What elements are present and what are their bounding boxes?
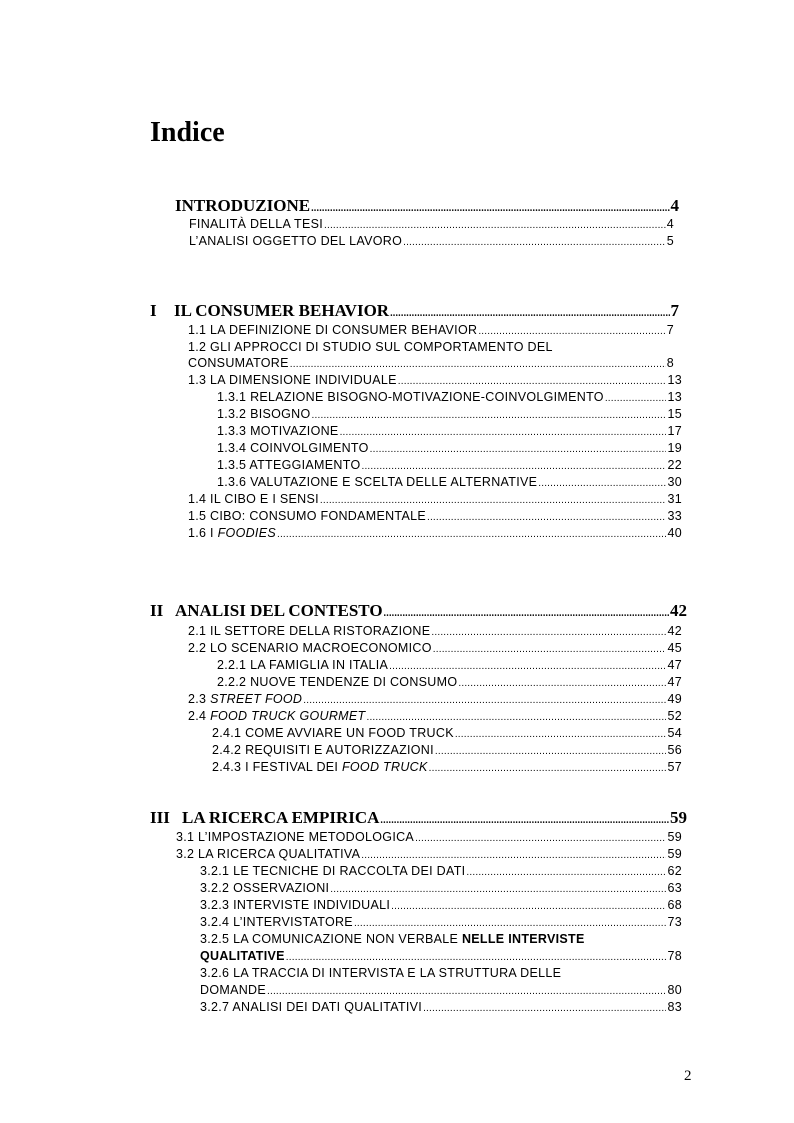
dot-leader bbox=[303, 693, 666, 709]
dot-leader bbox=[433, 642, 667, 658]
toc-entry-1-1[interactable] bbox=[188, 322, 674, 340]
toc-entry-page: 83 bbox=[667, 1000, 682, 1014]
toc-entry-page: 13 bbox=[667, 390, 682, 404]
toc-entry-page: 30 bbox=[667, 475, 682, 489]
toc-entry-3-2-5-line2[interactable] bbox=[200, 948, 682, 966]
toc-entry-label: L’ANALISI OGGETTO DEL LAVORO bbox=[189, 234, 403, 248]
toc-entry-label: 3.2.5 LA COMUNICAZIONE NON VERBALE bbox=[200, 932, 459, 946]
toc-chapter-1[interactable] bbox=[150, 301, 679, 324]
toc-entry-3-2[interactable] bbox=[176, 846, 682, 864]
toc-entry-1-3-2[interactable] bbox=[217, 406, 682, 424]
dot-leader bbox=[267, 984, 666, 1000]
dot-leader bbox=[398, 374, 667, 390]
toc-entry-label: 2.4 bbox=[188, 709, 207, 723]
toc-entry-page: 56 bbox=[667, 743, 682, 757]
dot-leader bbox=[415, 831, 666, 847]
dot-leader bbox=[391, 899, 666, 915]
toc-entry-label: 1.3.2 BISOGNO bbox=[217, 407, 311, 421]
toc-entry-1-2-line2[interactable] bbox=[188, 355, 674, 373]
toc-entry-1-2-line1[interactable] bbox=[188, 339, 674, 355]
toc-entry-label: 3.2.2 OSSERVAZIONI bbox=[200, 881, 330, 895]
toc-entry-page: 80 bbox=[667, 983, 682, 997]
dot-leader bbox=[320, 493, 667, 509]
toc-entry-label-italic: FOODIES bbox=[217, 526, 276, 540]
toc-entry-page: 62 bbox=[667, 864, 682, 878]
dot-leader bbox=[423, 1001, 666, 1017]
dot-leader bbox=[605, 391, 667, 407]
toc-entry-label: 3.2.4 L’INTERVISTATORE bbox=[200, 915, 353, 929]
toc-entry-label: 1.5 CIBO: CONSUMO FONDAMENTALE bbox=[188, 509, 426, 523]
toc-entry-page: 54 bbox=[667, 726, 682, 740]
toc-entry-page: 7 bbox=[670, 301, 679, 320]
toc-entry-page: 5 bbox=[666, 234, 674, 248]
toc-entry-page: 57 bbox=[667, 760, 682, 774]
chapter-number: I bbox=[150, 301, 157, 320]
dot-leader bbox=[312, 408, 667, 424]
toc-entry-label: 3.2.7 ANALISI DEI DATI QUALITATIVI bbox=[200, 1000, 423, 1014]
toc-entry-page: 59 bbox=[667, 847, 682, 861]
toc-entry-page: 78 bbox=[667, 949, 682, 963]
toc-entry-page: 59 bbox=[667, 830, 682, 844]
dot-leader bbox=[429, 761, 667, 777]
toc-entry-label: FINALITÀ DELLA TESI bbox=[189, 217, 323, 231]
toc-entry-page: 52 bbox=[667, 709, 682, 723]
toc-entry-label: LA RICERCA EMPIRICA bbox=[182, 808, 380, 827]
toc-entry-label: 1.4 IL CIBO E I SENSI bbox=[188, 492, 319, 506]
toc-chapter-2[interactable] bbox=[150, 601, 687, 624]
toc-entry-2-2[interactable] bbox=[188, 640, 682, 658]
toc-entry-page: 19 bbox=[667, 441, 682, 455]
dot-leader bbox=[389, 659, 666, 675]
dot-leader bbox=[324, 218, 666, 234]
toc-entry-label: 3.2.1 LE TECNICHE DI RACCOLTA DEI DATI bbox=[200, 864, 466, 878]
toc-entry-1-6[interactable] bbox=[188, 525, 682, 543]
dot-leader bbox=[427, 510, 667, 526]
toc-entry-2-2-1[interactable] bbox=[217, 657, 682, 675]
dot-leader bbox=[370, 442, 667, 458]
toc-entry-1-3[interactable] bbox=[188, 372, 682, 390]
toc-entry-page: 73 bbox=[667, 915, 682, 929]
toc-entry-label: 2.2 LO SCENARIO MACROECONOMICO bbox=[188, 641, 432, 655]
toc-entry-1-3-6[interactable] bbox=[217, 474, 682, 492]
dot-leader bbox=[330, 882, 666, 898]
toc-entry-page: 4 bbox=[666, 217, 674, 231]
toc-entry-finalita[interactable] bbox=[189, 216, 674, 234]
toc-entry-page: 49 bbox=[667, 692, 682, 706]
toc-entry-page: 31 bbox=[667, 492, 682, 506]
toc-entry-label: 1.3.1 RELAZIONE BISOGNO-MOTIVAZIONE-COINVOLGIMENTO bbox=[217, 390, 604, 404]
toc-entry-label: DOMANDE bbox=[200, 983, 266, 997]
toc-entry-page: 47 bbox=[667, 675, 682, 689]
dot-leader bbox=[290, 357, 666, 373]
toc-entry-label: ANALISI DEL CONTESTO bbox=[175, 601, 383, 620]
toc-entry-2-1[interactable] bbox=[188, 623, 682, 641]
toc-entry-label: 1.3 LA DIMENSIONE INDIVIDUALE bbox=[188, 373, 397, 387]
toc-entry-label: 3.2.6 LA TRACCIA DI INTERVISTA E LA STRUTTURA DELLE bbox=[200, 966, 562, 980]
toc-entry-label: 3.1 L’IMPOSTAZIONE METODOLOGICA bbox=[176, 830, 415, 844]
toc-entry-3-2-5-line1[interactable] bbox=[200, 931, 682, 947]
toc-entry-label: QUALITATIVE bbox=[200, 949, 285, 963]
dot-leader bbox=[403, 235, 666, 251]
dot-leader bbox=[277, 527, 667, 543]
toc-entry-label: 1.2 GLI APPROCCI DI STUDIO SUL COMPORTAMENTO DEL bbox=[188, 340, 553, 354]
toc-entry-label: 1.3.4 COINVOLGIMENTO bbox=[217, 441, 369, 455]
toc-entry-3-1[interactable] bbox=[176, 829, 682, 847]
dot-leader bbox=[354, 916, 667, 932]
toc-entry-page: 7 bbox=[666, 323, 674, 337]
toc-entry-3-2-4[interactable] bbox=[200, 914, 682, 932]
toc-entry-3-2-3[interactable] bbox=[200, 897, 682, 915]
dot-leader bbox=[380, 811, 669, 831]
toc-entry-label: 2.2.2 NUOVE TENDENZE DI CONSUMO bbox=[217, 675, 458, 689]
toc-entry-1-3-4[interactable] bbox=[217, 440, 682, 458]
dot-leader bbox=[361, 459, 666, 475]
toc-entry-page: 13 bbox=[667, 373, 682, 387]
toc-entry-3-2-7[interactable] bbox=[200, 999, 682, 1017]
toc-entry-page: 17 bbox=[667, 424, 682, 438]
toc-chapter-3[interactable] bbox=[150, 808, 687, 831]
toc-entry-label: 2.3 bbox=[188, 692, 207, 706]
toc-entry-page: 22 bbox=[667, 458, 682, 472]
toc-entry-label-italic: FOOD TRUCK bbox=[341, 760, 428, 774]
toc-entry-label-italic: FOOD TRUCK GOURMET bbox=[210, 709, 366, 723]
toc-entry-page: 63 bbox=[667, 881, 682, 895]
toc-entry-3-2-6-line2[interactable] bbox=[200, 982, 682, 1000]
toc-entry-page: 4 bbox=[670, 196, 679, 215]
dot-leader bbox=[435, 744, 667, 760]
toc-entry-2-4[interactable] bbox=[188, 708, 682, 726]
toc-entry-label: 1.3.3 MOTIVAZIONE bbox=[217, 424, 339, 438]
page-title: Indice bbox=[150, 117, 225, 148]
toc-entry-page: 40 bbox=[667, 526, 682, 540]
dot-leader bbox=[366, 710, 666, 726]
toc-entry-page: 59 bbox=[670, 808, 687, 827]
toc-entry-1-3-5[interactable] bbox=[217, 457, 682, 475]
toc-entry-page: 33 bbox=[667, 509, 682, 523]
toc-entry-label-italic: STREET FOOD bbox=[210, 692, 303, 706]
toc-entry-label: 2.4.1 COME AVVIARE UN FOOD TRUCK bbox=[212, 726, 454, 740]
dot-leader bbox=[458, 676, 666, 692]
toc-entry-page: 15 bbox=[667, 407, 682, 421]
toc-entry-label: 3.2.3 INTERVISTE INDIVIDUALI bbox=[200, 898, 391, 912]
toc-entry-label: 2.1 IL SETTORE DELLA RISTORAZIONE bbox=[188, 624, 431, 638]
toc-entry-label: CONSUMATORE bbox=[188, 356, 289, 370]
toc-entry-page: 8 bbox=[666, 356, 674, 370]
toc-entry-label: 1.6 I bbox=[188, 526, 214, 540]
toc-entry-2-4-3[interactable] bbox=[212, 759, 682, 777]
dot-leader bbox=[340, 425, 667, 441]
toc-entry-page: 68 bbox=[667, 898, 682, 912]
dot-leader bbox=[361, 848, 666, 864]
toc-entry-label: 2.2.1 LA FAMIGLIA IN ITALIA bbox=[217, 658, 389, 672]
dot-leader bbox=[390, 304, 669, 324]
toc-entry-label: 1.3.6 VALUTAZIONE E SCELTA DELLE ALTERNATIVE bbox=[217, 475, 538, 489]
toc-entry-1-3-3[interactable] bbox=[217, 423, 682, 441]
toc-entry-1-5[interactable] bbox=[188, 508, 682, 526]
toc-entry-analisi-oggetto[interactable] bbox=[189, 233, 674, 251]
toc-entry-label: 2.4.2 REQUISITI E AUTORIZZAZIONI bbox=[212, 743, 434, 757]
toc-entry-label: INTRODUZIONE bbox=[175, 196, 311, 215]
toc-entry-1-4[interactable] bbox=[188, 491, 682, 509]
toc-entry-label: 3.2 LA RICERCA QUALITATIVA bbox=[176, 847, 361, 861]
toc-entry-label: IL CONSUMER BEHAVIOR bbox=[174, 301, 390, 320]
dot-leader bbox=[431, 625, 666, 641]
dot-leader bbox=[455, 727, 667, 743]
dot-leader bbox=[478, 324, 665, 340]
toc-entry-2-3[interactable] bbox=[188, 691, 682, 709]
toc-entry-3-2-1[interactable] bbox=[200, 863, 682, 881]
toc-entry-label-bold: NELLE INTERVISTE bbox=[461, 932, 585, 946]
chapter-number: III bbox=[150, 808, 170, 827]
dot-leader bbox=[286, 950, 667, 966]
toc-entry-page: 42 bbox=[667, 624, 682, 638]
toc-entry-1-3-1[interactable] bbox=[217, 389, 682, 407]
dot-leader bbox=[384, 604, 669, 624]
toc-entry-label: 1.1 LA DEFINIZIONE DI CONSUMER BEHAVIOR bbox=[188, 323, 478, 337]
toc-entry-2-4-1[interactable] bbox=[212, 725, 682, 743]
dot-leader bbox=[466, 865, 666, 881]
chapter-number: II bbox=[150, 601, 164, 620]
toc-entry-page: 47 bbox=[667, 658, 682, 672]
toc-entry-2-4-2[interactable] bbox=[212, 742, 682, 760]
toc-entry-page: 45 bbox=[667, 641, 682, 655]
toc-entry-page: 42 bbox=[670, 601, 687, 620]
page-number: 2 bbox=[684, 1068, 692, 1084]
toc-entry-2-2-2[interactable] bbox=[217, 674, 682, 692]
toc-entry-label: 2.4.3 I FESTIVAL DEI bbox=[212, 760, 339, 774]
toc-entry-3-2-2[interactable] bbox=[200, 880, 682, 898]
dot-leader bbox=[538, 476, 666, 492]
toc-entry-3-2-6-line1[interactable] bbox=[200, 965, 682, 981]
toc-entry-label: 1.3.5 ATTEGGIAMENTO bbox=[217, 458, 361, 472]
